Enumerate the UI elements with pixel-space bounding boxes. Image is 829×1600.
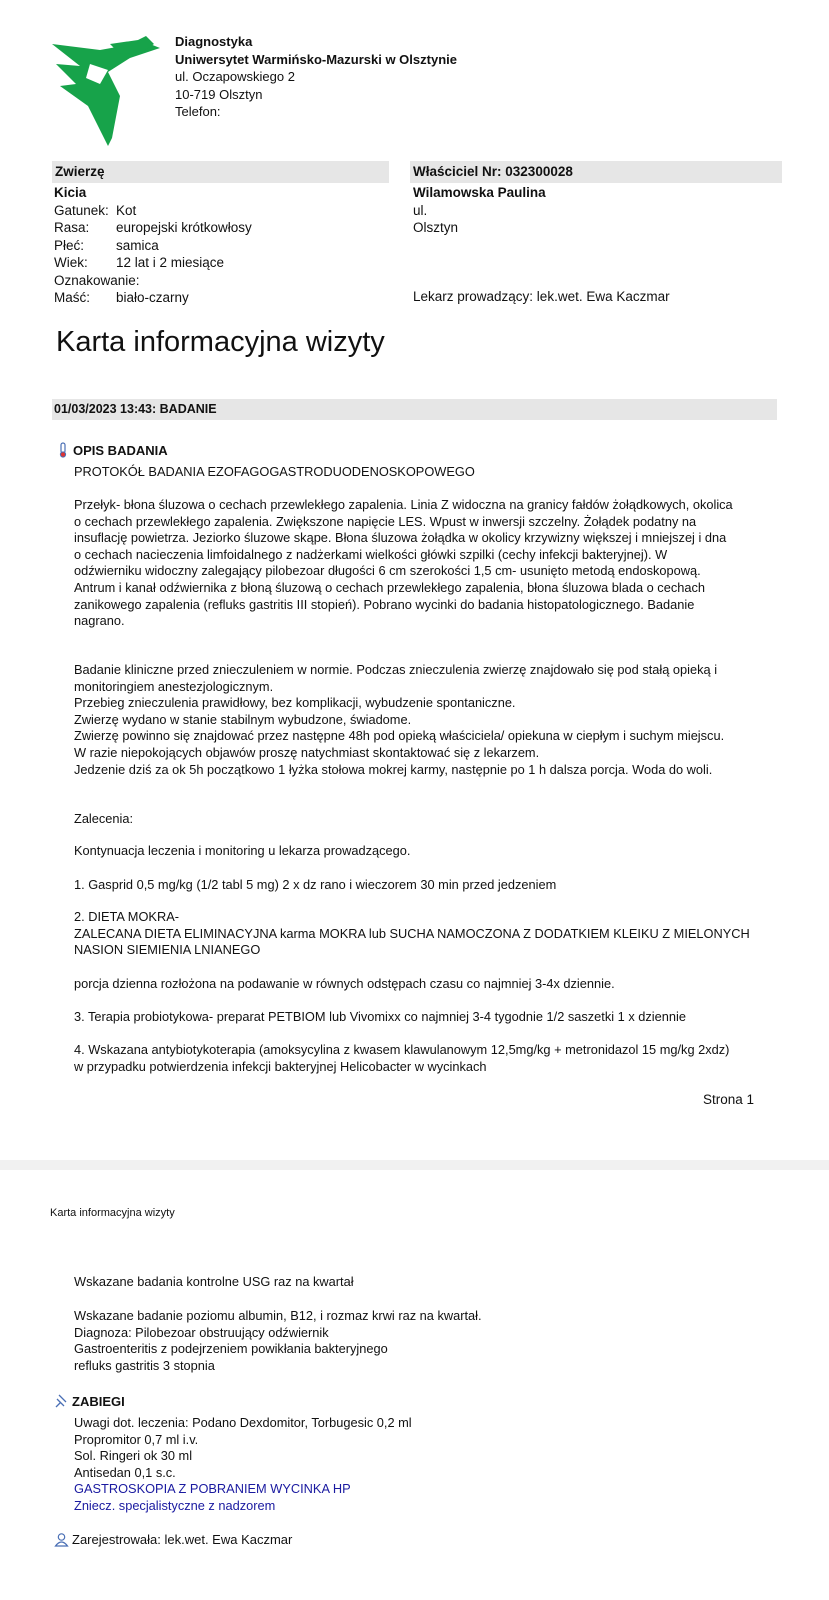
owner-street: ul. xyxy=(413,202,428,218)
anesthesia-line: Przebieg znieczulenia prawidłowy, bez komplikacji, wybudzenie spontaniczne. xyxy=(74,695,516,711)
description-line: nagrano. xyxy=(74,613,125,629)
user-icon xyxy=(54,1532,69,1547)
procedure-link-gastroscopy[interactable]: GASTROSKOPIA Z POBRANIEM WYCINKA HP xyxy=(74,1481,351,1497)
anesthesia-line: Zwierzę wydano w stanie stabilnym wybudzone, świadome. xyxy=(74,711,412,727)
diagnosis-line: refluks gastritis 3 stopnia xyxy=(74,1357,215,1373)
animal-section-header: Zwierzę xyxy=(52,161,389,183)
exam-heading-label: OPIS BADANIA xyxy=(73,442,168,458)
registered-by xyxy=(54,1532,292,1547)
owner-section-header: Właściciel Nr: 032300028 xyxy=(410,161,782,183)
clinic-name: Diagnostyka xyxy=(175,34,253,49)
diagnosis-block xyxy=(74,1308,786,1374)
diagnosis-line: Gastroenteritis z podejrzeniem powikłania bakteryjnego xyxy=(74,1341,388,1357)
age-label: Wiek: xyxy=(54,255,88,270)
diagnosis-line: Diagnoza: Pilobezoar obstruujący odźwiernik xyxy=(74,1324,329,1340)
registered-by-label: Zarejestrowała: lek.wet. Ewa Kaczmar xyxy=(72,1532,293,1547)
description-line: zanikowego zapalenia (refluks gastritis III stopień). Pobrano wycinki do badania histopatologicznego. Badanie xyxy=(74,596,695,612)
owner-name: Wilamowska Paulina xyxy=(413,185,546,200)
description-line: odźwierniku widoczny zalegający pilobezoar długości 6 cm szerokości 1,5 cm- usunięto metodą endoskopową. xyxy=(74,563,701,579)
diagnosis-line: Wskazane badanie poziomu albumin, B12, i rozmaz krwi raz na kwartał. xyxy=(74,1308,482,1323)
anesthesia-line: Zwierzę powinno się znajdować przez następne 48h pod opieką właściciela/ opiekuna w ciepłym i suchym miejscu. xyxy=(74,728,725,744)
procedure-line: Uwagi dot. leczenia: Podano Dexdomitor, Torbugesic 0,2 ml xyxy=(74,1415,412,1430)
exam-heading xyxy=(57,442,168,458)
marking-label: Oznakowanie: xyxy=(54,272,140,288)
continuation-note: Kontynuacja leczenia i monitoring u lekarza prowadzącego. xyxy=(74,843,411,858)
anesthesia-line: Jedzenie dziś za ok 5h początkowo 1 łyżka stołowa mokrej karmy, następnie po 1 h dalsza porcja. Woda do woli. xyxy=(74,761,713,777)
age-value: 12 lat i 2 miesiące xyxy=(116,255,225,270)
usg-recommendation: Wskazane badania kontrolne USG raz na kwartał xyxy=(74,1274,354,1289)
description-line: o cechach nacieczenia limfoidalnego z nadżerkami wielkości główki szpilki (cechy infekcji bakteryjnej). W xyxy=(74,546,668,562)
owner-city: Olsztyn xyxy=(413,220,459,235)
color-value: biało-czarny xyxy=(116,290,189,305)
sex-label: Płeć: xyxy=(54,237,85,253)
recommendation-3: 3. Terapia probiotykowa- preparat PETBIOM lub Vivomixx co najmniej 3-4 tygodnie 1/2 saszetki 1 x dziennie xyxy=(74,1009,686,1024)
thermometer-icon xyxy=(57,442,69,458)
rec2-line: ZALECANA DIETA ELIMINACYJNA karma MOKRA lub SUCHA NAMOCZONA Z DODATKIEM KLEIKU Z MIELONYCH xyxy=(74,925,750,941)
attending-vet: Lekarz prowadzący: lek.wet. Ewa Kaczmar xyxy=(413,289,670,304)
anesthesia-line: W razie niepokojących objawów proszę natychmiast skontaktować się z lekarzem. xyxy=(74,744,540,760)
clinic-street: ul. Oczapowskiego 2 xyxy=(175,69,295,84)
species-label: Gatunek: xyxy=(54,202,109,218)
procedure-link-anesthesia[interactable]: Zniecz. specjalistyczne z nadzorem xyxy=(74,1497,276,1513)
page-number: Strona 1 xyxy=(703,1092,755,1107)
page-title: Karta informacyjna wizyty xyxy=(56,326,385,358)
anesthesia-notes xyxy=(74,662,786,778)
rec4-line: w przypadku potwierdzenia infekcji bakteryjnej Helicobacter w wycinkach xyxy=(74,1058,487,1074)
description-line: Antrum i kanał odźwiernika z błoną śluzową o cechach przewlekłego zapalenia, błona śluzowa blada o cechach xyxy=(74,579,705,595)
rec2-line: 2. DIETA MOKRA- xyxy=(74,909,179,924)
clinic-address xyxy=(175,33,457,121)
animal-info xyxy=(54,184,252,307)
recommendation-2 xyxy=(74,909,786,959)
description-line: o cechach przewlekłego zapalenia. Zwiększone napięcie LES. Wpust w inwersji szczelny. Żołądek podatny na xyxy=(74,513,697,529)
portion-note: porcja dzienna rozłożona na podawanie w równych odstępach czasu co najmniej 3-4x dziennie. xyxy=(74,976,615,991)
recommendations-label: Zalecenia: xyxy=(74,811,134,826)
page-2-header-title: Karta informacyjna wizyty xyxy=(50,1207,175,1219)
recommendation-1: 1. Gasprid 0,5 mg/kg (1/2 tabl 5 mg) 2 x dz rano i wieczorem 30 min przed jedzeniem xyxy=(74,877,557,892)
syringe-icon xyxy=(54,1393,68,1409)
exam-description xyxy=(74,497,786,630)
anesthesia-line: Badanie kliniczne przed znieczuleniem w normie. Podczas znieczulenia zwierzę znajdowało się pod stałą opieką i xyxy=(74,662,718,677)
animal-name: Kicia xyxy=(54,185,87,200)
anesthesia-line: monitoringiem anestezjologicznym. xyxy=(74,678,274,694)
breed-label: Rasa: xyxy=(54,220,90,235)
procedures-heading-label: ZABIEGI xyxy=(72,1393,125,1409)
owner-info xyxy=(413,184,546,237)
rec4-line: 4. Wskazana antybiotykoterapia (amoksycylina z kwasem klawulanowym 12,5mg/kg + metronidazol 15 mg/kg 2xdz) xyxy=(74,1042,730,1057)
species-value: Kot xyxy=(116,202,137,218)
color-label: Maść: xyxy=(54,290,91,305)
breed-value: europejski krótkowłosy xyxy=(116,220,252,235)
procedure-line: Antisedan 0,1 s.c. xyxy=(74,1464,176,1480)
sex-value: samica xyxy=(116,237,159,253)
clinic-phone: Telefon: xyxy=(175,104,221,119)
description-line: insuflację powietrza. Jeziorko śluzowe skąpe. Błona śluzowa żołądka w okolicy krzywizny większej i mniejszej i dna xyxy=(74,530,727,546)
procedure-line: Sol. Ringeri ok 30 ml xyxy=(74,1448,193,1464)
clinic-university: Uniwersytet Warmińsko-Mazurski w Olsztynie xyxy=(175,51,457,67)
procedure-line: Propromitor 0,7 ml i.v. xyxy=(74,1431,199,1447)
procedures-heading xyxy=(54,1393,125,1409)
procedures-block xyxy=(74,1415,786,1515)
rec2-line: NASION SIEMIENIA LNIANEGO xyxy=(74,942,261,958)
clinic-city: 10-719 Olsztyn xyxy=(175,86,263,102)
university-logo-icon xyxy=(50,34,162,152)
recommendation-4 xyxy=(74,1042,786,1075)
visit-header: 01/03/2023 13:43: BADANIE xyxy=(52,399,777,420)
exam-protocol: PROTOKÓŁ BADANIA EZOFAGOGASTRODUODENOSKOPOWEGO xyxy=(74,464,475,479)
description-line: Przełyk- błona śluzowa o cechach przewlekłego zapalenia. Linia Z widoczna na granicy fałdów żołądkowych, okolica xyxy=(74,497,733,512)
